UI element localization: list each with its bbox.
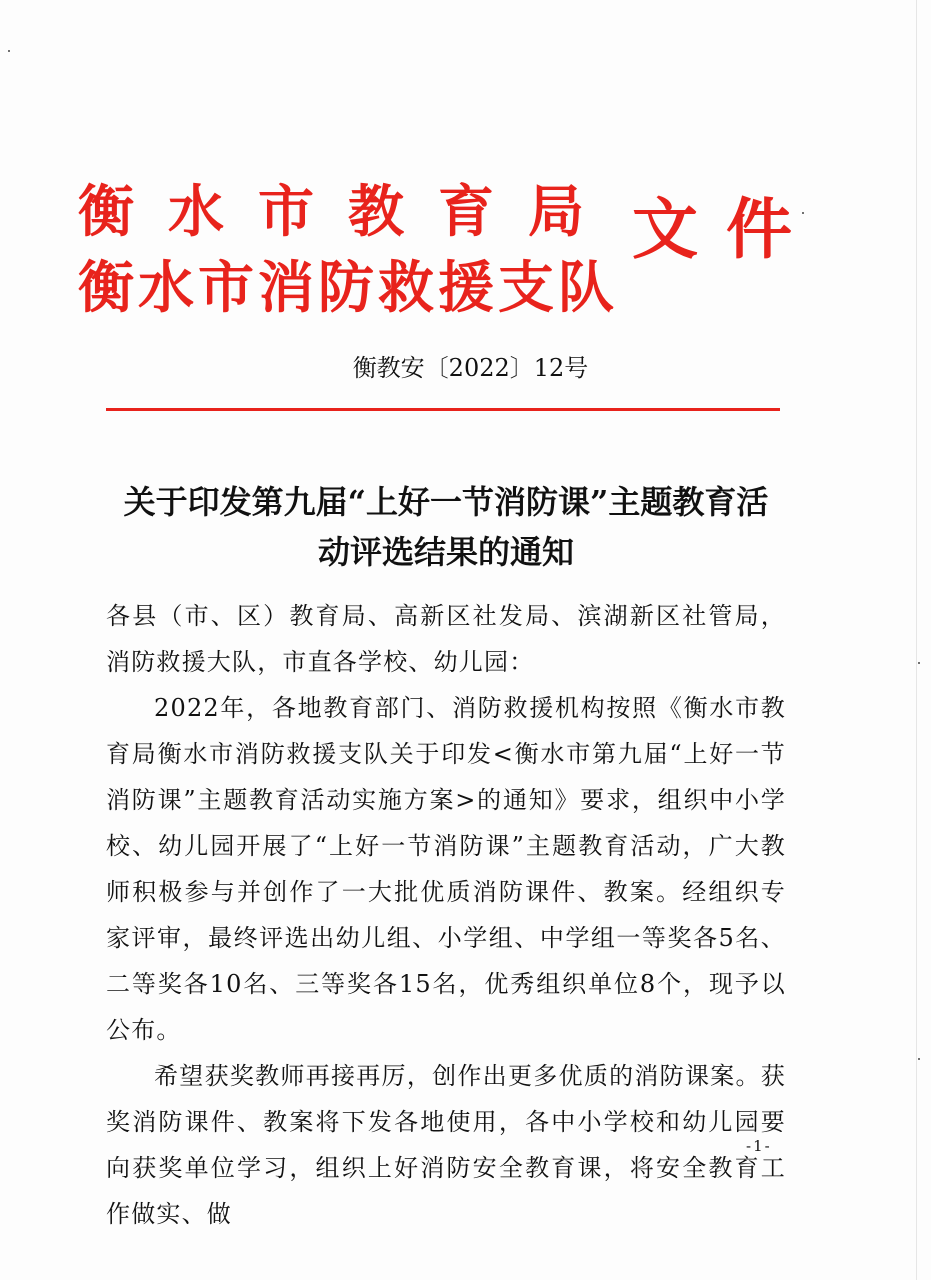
document-type-heading: 文件 [632, 190, 820, 268]
title-line-1: 关于印发第九届“上好一节消防课”主题教育活 [123, 483, 769, 521]
scan-speck [8, 50, 10, 52]
scan-speck [918, 662, 920, 664]
page-number: -1- [746, 1137, 772, 1155]
recipients-line: 各县（市、区）教育局、高新区社发局、滨湖新区社管局，消防救援大队，市直各学校、幼儿园： [106, 602, 786, 676]
document-number: 衡教安〔2022〕12号 [352, 354, 589, 382]
issuer-fire-rescue-detachment: 衡水市消防救援支队 [78, 255, 618, 321]
title-line-2: 动评选结果的通知 [317, 533, 574, 571]
red-separator-line [106, 408, 780, 411]
notice-title [96, 477, 796, 577]
notice-body [106, 593, 786, 1237]
scan-speck [918, 1058, 920, 1060]
body-paragraph-1: 2022年，各地教育部门、消防救援机构按照《衡水市教育局衡水市消防救援支队关于印发<衡水市第九届“上好一节消防课”主题教育活动实施方案>的通知》要求，组织中小学校、幼儿园开展了“上好一节消防课”主题教育活动，广大教师积极参与并创作了一大批优质消防课件、教案。经组织专家评审，最终评选出幼儿组、小学组、中学组一等奖各5名、二等奖各10名、三等奖各15名，优秀组织单位8个，现予以公布。 [106, 694, 786, 1044]
scan-edge-line [916, 0, 917, 1280]
body-paragraph-2: 希望获奖教师再接再厉，创作出更多优质的消防课案。获奖消防课件、教案将下发各地使用，各中小学校和幼儿园要向获奖单位学习，组织上好消防安全教育课，将安全教育工作做实、做 [106, 1062, 786, 1228]
issuer-education-bureau: 衡水市教育局 [78, 179, 618, 245]
